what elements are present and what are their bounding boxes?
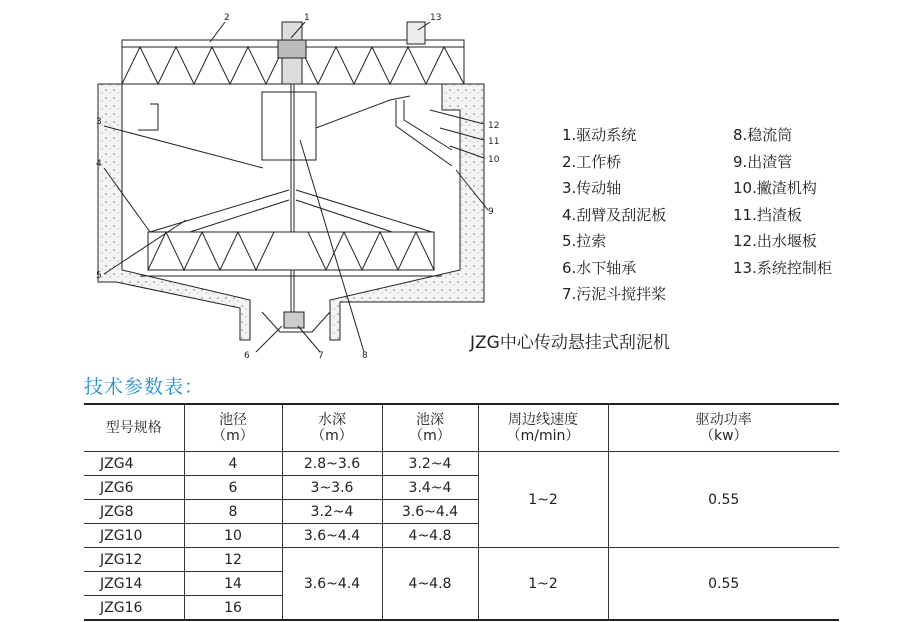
cell-water-depth: 2.8~3.6	[282, 452, 382, 476]
cell-water-depth: 3.2~4	[282, 500, 382, 524]
legend-left	[562, 122, 666, 308]
cell-pool-depth: 3.6~4.4	[382, 500, 478, 524]
header-model: 型号规格	[84, 404, 184, 452]
cell-water-depth: 3~3.6	[282, 476, 382, 500]
header-power: 驱动功率 （kw）	[608, 404, 839, 452]
cell-diameter: 10	[184, 524, 282, 548]
cell-diameter: 14	[184, 572, 282, 596]
legend-item: 5.拉索	[562, 232, 607, 250]
callout-10: 10	[488, 155, 500, 165]
scraper-arm	[148, 232, 434, 270]
header-pool-depth: 池深 （m）	[382, 404, 478, 452]
cell-pool-depth-group2: 4~4.8	[382, 548, 478, 621]
cell-diameter: 6	[184, 476, 282, 500]
header-water-depth: 水深 （m）	[282, 404, 382, 452]
cell-diameter: 4	[184, 452, 282, 476]
legend-item: 2.工作桥	[562, 152, 622, 171]
cell-pool-depth: 3.4~4	[382, 476, 478, 500]
control-cabinet	[407, 22, 425, 44]
cell-pool-depth: 4~4.8	[382, 524, 478, 548]
stilling-well	[262, 92, 316, 160]
legend-item: 7.污泥斗搅拌桨	[562, 285, 667, 303]
callout-1: 1	[304, 13, 310, 23]
callout-6: 6	[244, 351, 250, 361]
callout-13: 13	[430, 13, 442, 23]
legend-item: 11.挡渣板	[733, 205, 802, 224]
legend-item: 9.出渣管	[733, 152, 793, 171]
legend-item: 12.出水堰板	[733, 232, 817, 250]
cell-diameter: 12	[184, 548, 282, 572]
cell-pool-depth: 3.2~4	[382, 452, 478, 476]
cell-model: JZG6	[84, 476, 184, 500]
cell-model: JZG8	[84, 500, 184, 524]
table-row	[84, 548, 839, 572]
callout-8: 8	[362, 351, 368, 361]
header-diameter: 池径 （m）	[184, 404, 282, 452]
legend-item: 4.刮臂及刮泥板	[562, 205, 667, 224]
cell-model: JZG14	[84, 572, 184, 596]
header-speed: 周边线速度 （m/min）	[478, 404, 608, 452]
cell-diameter: 16	[184, 596, 282, 621]
legend-item: 6.水下轴承	[562, 258, 637, 277]
cell-speed-group2: 1~2	[478, 548, 608, 621]
cell-water-depth-group2: 3.6~4.4	[282, 548, 382, 621]
table-header-row	[84, 404, 839, 452]
cell-model: JZG4	[84, 452, 184, 476]
legend-item: 3.传动轴	[562, 179, 622, 197]
legend-item: 10.撇渣机构	[733, 179, 817, 197]
callout-11: 11	[488, 137, 500, 147]
cell-model: JZG10	[84, 524, 184, 548]
callout-9: 9	[488, 207, 494, 217]
legend-item: 1.驱动系统	[562, 126, 637, 144]
table-title: 技术参数表：	[84, 376, 205, 398]
tank-wall-left	[98, 84, 250, 340]
legend-item: 8.稳流筒	[733, 126, 793, 144]
callout-4: 4	[96, 159, 102, 169]
cell-speed-group1: 1~2	[478, 452, 608, 548]
callout-7: 7	[318, 351, 324, 361]
callout-12: 12	[488, 121, 500, 131]
spec-table	[84, 403, 839, 621]
cell-model: JZG16	[84, 596, 184, 621]
cell-model: JZG12	[84, 548, 184, 572]
drawing-title: JZG中心传动悬挂式刮泥机	[470, 333, 670, 353]
cell-power-group1: 0.55	[608, 452, 839, 548]
table-row	[84, 452, 839, 476]
cell-power-group2: 0.55	[608, 548, 839, 621]
callout-2: 2	[224, 13, 230, 23]
callout-3: 3	[96, 117, 102, 127]
callout-5: 5	[96, 271, 102, 281]
cell-water-depth: 3.6~4.4	[282, 524, 382, 548]
legend-right	[733, 122, 832, 281]
cell-diameter: 8	[184, 500, 282, 524]
legend-item: 13.系统控制柜	[733, 258, 832, 277]
